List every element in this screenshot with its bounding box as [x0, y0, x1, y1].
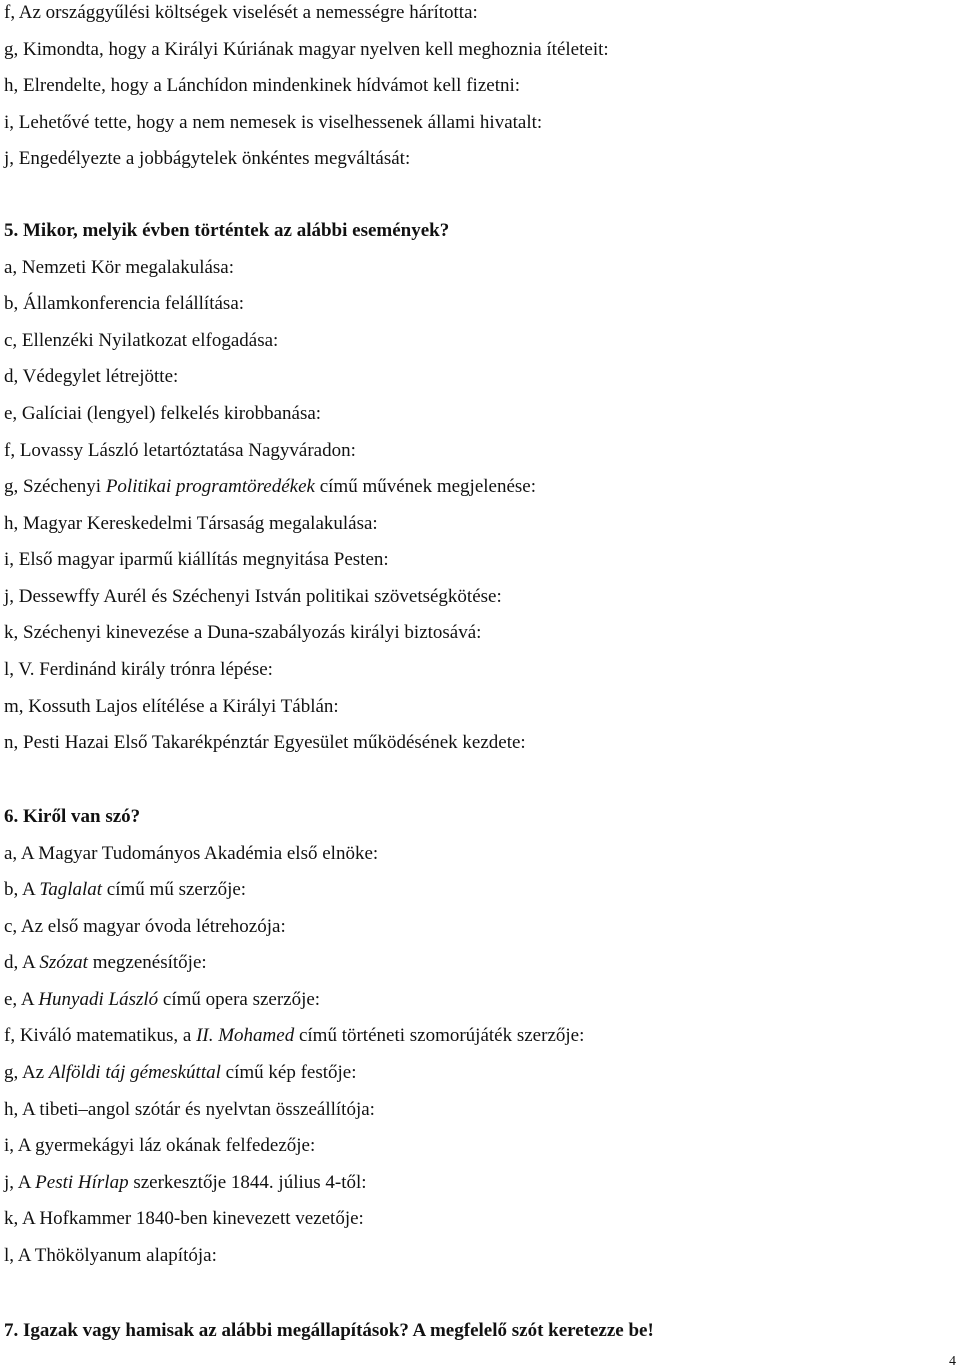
- q5-item-n: n, Pesti Hazai Első Takarékpénztár Egyesület működésének kezdete:: [4, 732, 526, 753]
- work-title: Politikai programtöredékek: [105, 476, 315, 497]
- q5-item-a: a, Nemzeti Kör megalakulása:: [4, 257, 235, 278]
- q6-item-a: a, A Magyar Tudományos Akadémia első elnöke:: [4, 843, 379, 864]
- q4-item-f: f, Az országgyűlési költségek viselését a nemességre hárította:: [4, 2, 478, 23]
- q6-item-k: k, A Hofkammer 1840-ben kinevezett vezetője:: [4, 1208, 364, 1229]
- page-number: 4: [949, 1354, 956, 1369]
- q4-item-g: g, Kimondta, hogy a Királyi Kúriának magyar nyelven kell meghoznia ítéleteit:: [4, 39, 609, 60]
- q7-heading: 7. Igazak vagy hamisak az alábbi megállapítások? A megfelelő szót keretezze be!: [4, 1320, 654, 1341]
- q6-item-d: d, A Szózat megzenésítője:: [4, 952, 207, 973]
- q4-item-j: j, Engedélyezte a jobbágytelek önkéntes megváltását:: [4, 148, 411, 169]
- q6-item-g: g, Az Alföldi táj gémeskúttal című kép festője:: [4, 1062, 357, 1083]
- work-title: Szózat: [39, 952, 88, 973]
- q6-item-j: j, A Pesti Hírlap szerkesztője 1844. július 4-től:: [4, 1172, 367, 1193]
- q6-item-i: i, A gyermekágyi láz okának felfedezője:: [4, 1135, 316, 1156]
- q6-item-e: e, A Hunyadi László című opera szerzője:: [4, 989, 321, 1010]
- q6-heading: 6. Kiről van szó?: [4, 806, 141, 827]
- q6-item-l: l, A Thökölyanum alapítója:: [4, 1245, 217, 1266]
- q4-item-i: i, Lehetővé tette, hogy a nem nemesek is viselhessenek állami hivatalt:: [4, 112, 543, 133]
- q5-item-f: f, Lovassy László letartóztatása Nagyváradon:: [4, 440, 356, 461]
- q5-heading: 5. Mikor, melyik évben történtek az alábbi események?: [4, 220, 450, 241]
- q5-item-g: g, Széchenyi Politikai programtöredékek című művének megjelenése:: [4, 476, 537, 497]
- work-title: Hunyadi László: [38, 989, 159, 1010]
- q5-item-l: l, V. Ferdinánd király trónra lépése:: [4, 659, 273, 680]
- q5-item-d: d, Védegylet létrejötte:: [4, 366, 179, 387]
- work-title: Taglalat: [39, 879, 103, 900]
- q5-item-b: b, Államkonferencia felállítása:: [4, 293, 245, 314]
- q5-item-h: h, Magyar Kereskedelmi Társaság megalakulása:: [4, 513, 378, 534]
- q6-item-b: b, A Taglalat című mű szerzője:: [4, 879, 247, 900]
- q6-item-c: c, Az első magyar óvoda létrehozója:: [4, 916, 286, 937]
- q5-item-i: i, Első magyar iparmű kiállítás megnyitása Pesten:: [4, 549, 389, 570]
- q6-item-h: h, A tibeti–angol szótár és nyelvtan összeállítója:: [4, 1099, 375, 1120]
- q5-item-e: e, Galíciai (lengyel) felkelés kirobbanása:: [4, 403, 322, 424]
- q6-item-f: f, Kiváló matematikus, a II. Mohamed című történeti szomorújáték szerzője:: [4, 1025, 585, 1046]
- q5-item-m: m, Kossuth Lajos elítélése a Királyi Táblán:: [4, 696, 339, 717]
- q5-item-j: j, Dessewffy Aurél és Széchenyi István politikai szövetségkötése:: [4, 586, 502, 607]
- work-title: Pesti Hírlap: [35, 1172, 129, 1193]
- q4-item-h: h, Elrendelte, hogy a Lánchídon mindenkinek hídvámot kell fizetni:: [4, 75, 521, 96]
- q5-item-k: k, Széchenyi kinevezése a Duna-szabályozás királyi biztosává:: [4, 622, 482, 643]
- work-title: Alföldi táj gémeskúttal: [48, 1062, 221, 1083]
- q5-item-c: c, Ellenzéki Nyilatkozat elfogadása:: [4, 330, 279, 351]
- work-title: II. Mohamed: [196, 1025, 295, 1046]
